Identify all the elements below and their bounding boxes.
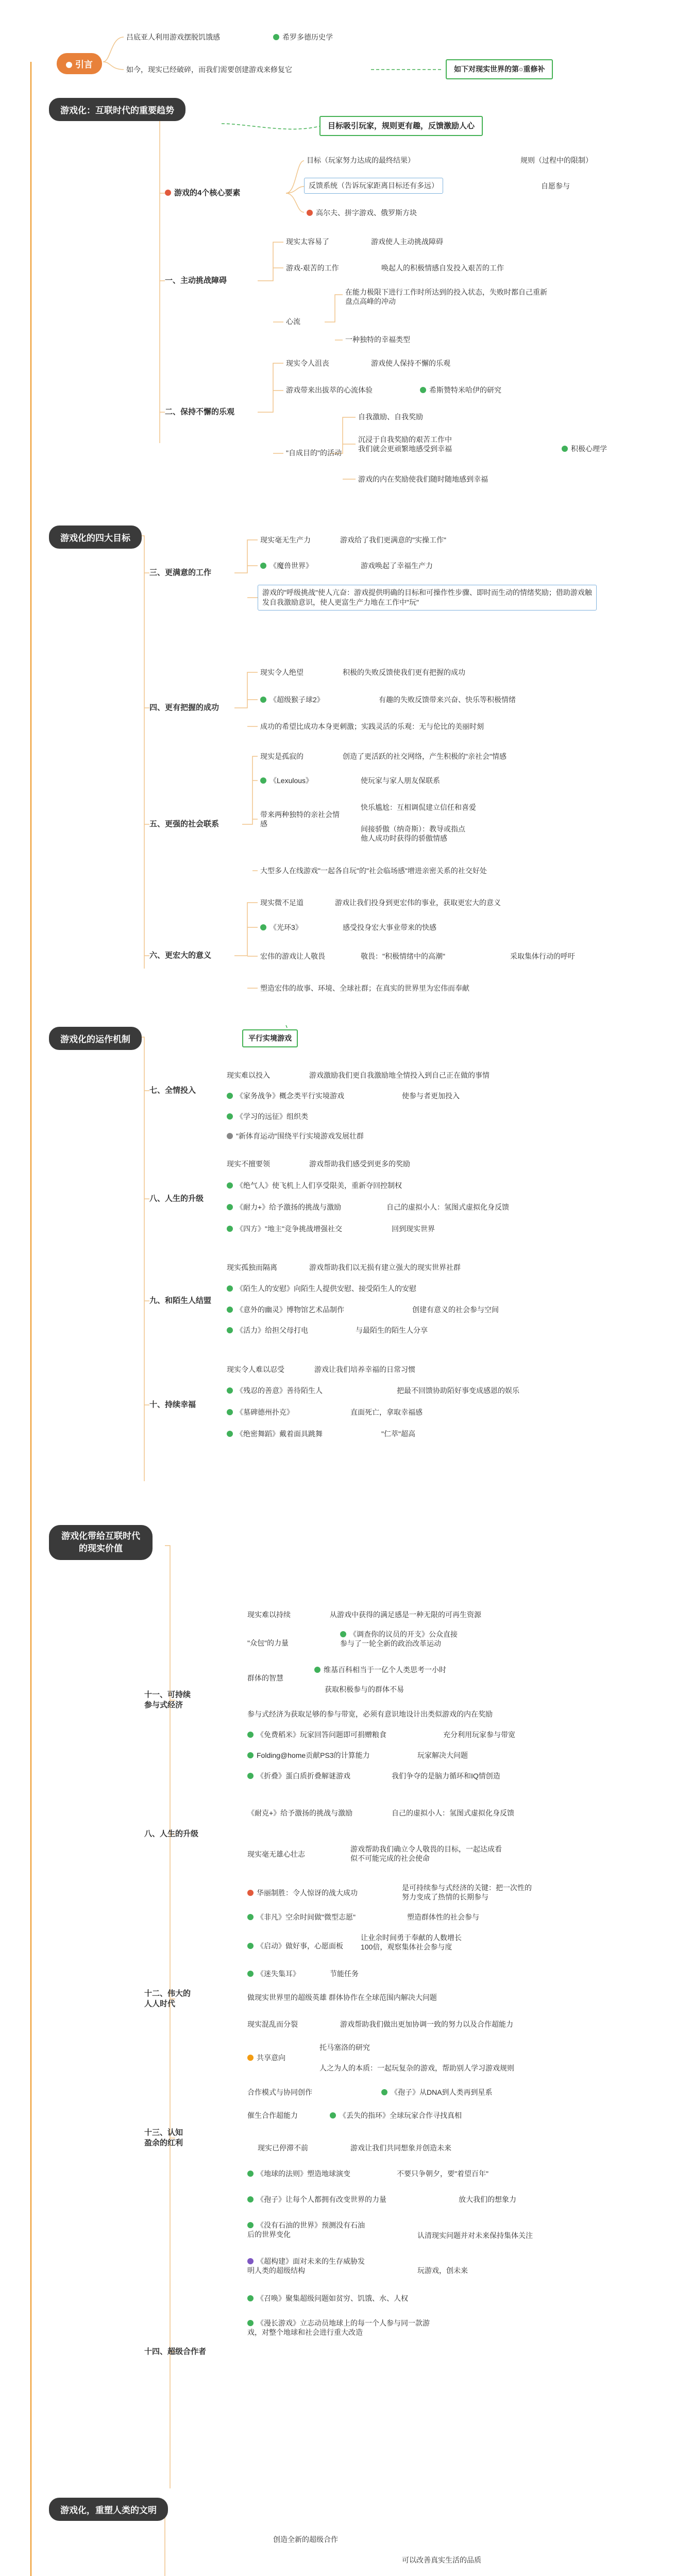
s4-b5-e: 《超构建》面对未来的生存威胁发 明人类的超级结构 — [247, 2257, 365, 2275]
s1-branch2-label[interactable]: 一、主动挑战障碍 — [165, 276, 227, 285]
game-icon — [247, 1773, 254, 1779]
intro-line1: 吕底亚人利用游戏摆脱饥饿感 — [126, 33, 220, 41]
s2-b3-a: 现实是孤寂的 — [260, 752, 303, 760]
s4-b5-d2: 认清现实问题并对未来保持集体关注 — [417, 2231, 533, 2240]
section5-topic[interactable]: 游戏化，重塑人类的文明 — [49, 2498, 168, 2521]
game-icon — [227, 1285, 233, 1292]
s4-b3-c: 《非凡》空余时间做"微型志愿" — [247, 1912, 356, 1922]
game-icon — [330, 2112, 336, 2119]
s3-b2-c2: 自己的虚拟小人：氢图式虚拟化身反馈 — [386, 1203, 509, 1211]
s3-b1-b: 《家务战争》概念类平行实境游戏 — [227, 1091, 344, 1100]
s2-b4-c2: 敬畏："积极情绪中的高潮" — [361, 952, 445, 960]
s4-b1-b: "众包"的力量 — [247, 1639, 289, 1647]
game-icon — [227, 1387, 233, 1394]
intro-line1b: 希罗多德历史学 — [273, 32, 333, 42]
s4-b3-d: 《启动》做好事，心愿面板 — [247, 1941, 343, 1951]
s1-b2-c2: 一种独特的幸福类型 — [345, 335, 410, 344]
s4-branch4-label[interactable]: 十三、认知 盈余的红利 — [144, 2128, 183, 2147]
s1-b3-c2b: 积极心理学 — [562, 444, 607, 453]
s4-b4-a2: 游戏帮助我们做出更加协调一致的努力以及合作超能力 — [340, 2020, 513, 2028]
game-icon — [247, 2196, 254, 2202]
s3-b2-c: 《耐力+》给予激扬的挑战与激励 — [227, 1202, 341, 1212]
s4-b1-g: 《折叠》蛋白质折叠解谜游戏 — [247, 1771, 350, 1781]
s2-b4-b: 《光环3》 — [260, 923, 302, 932]
s2-b4-c3: 采取集体行动的呼吁 — [510, 952, 575, 960]
s4-b1-f2: 玩家解决大问题 — [417, 1751, 468, 1759]
s1-b3-c2: 沉浸于自我奖励的艰苦工作中 我们就会更顽繁地感受到幸福 — [358, 435, 452, 453]
game-icon — [247, 1732, 254, 1738]
s2-branch2-label[interactable]: 四、更有把握的成功 — [149, 703, 220, 712]
s3-b4-c: 《墓碑德州扑克》 — [227, 1408, 294, 1417]
s2-b2-a2: 积极的失败反馈使我们更有把握的成功 — [343, 668, 465, 676]
game-icon — [340, 1631, 346, 1637]
s1-b1-voluntary: 自愿参与 — [541, 182, 570, 190]
s2-b2-b2: 有趣的失败反馈带来兴奋、快乐等积极情绪 — [379, 696, 516, 704]
s3-b2-d2: 回到现实世界 — [392, 1225, 435, 1233]
s3-branch4-label[interactable]: 十、持续幸福 — [149, 1400, 196, 1409]
s1-b2-c: 心流 — [286, 317, 300, 326]
game-icon — [260, 563, 266, 569]
s3-b3-d: 《活力》给担父母打电 — [227, 1326, 308, 1335]
s3-b1-a: 现实难以投入 — [227, 1071, 270, 1079]
s1-b1-target: 目标（玩家努力达成的最终结果） — [307, 156, 415, 164]
s4-b1-f: Folding@home贡献PS3的计算能力 — [247, 1751, 370, 1760]
s2-b3-c1: 快乐尴尬：互相调侃建立信任和喜爱 — [361, 803, 476, 811]
s4-b3-f: 做现实世界里的超级英雄 群体协作在全球范围内解决大问题 — [247, 1993, 437, 2002]
intro-icon — [66, 62, 72, 68]
s2-b2-a: 现实令人绝望 — [260, 668, 303, 676]
s2-b4-b2: 感受投身宏大事业带来的快感 — [343, 923, 436, 931]
s3-b4-d: 《绝密舞蹈》戴着面具跳舞 — [227, 1429, 323, 1438]
game-icon — [247, 2222, 254, 2228]
section3-topic[interactable]: 游戏化的运作机制 — [49, 1027, 142, 1050]
game-icon — [227, 1431, 233, 1437]
game-icon — [247, 1971, 254, 1977]
s1-b2-a2: 游戏使人主动挑战障碍 — [371, 238, 443, 246]
s3-b1-a2: 游戏激励我们更自我激励地全情投入到自己正在做的事情 — [309, 1071, 490, 1079]
s2-b3-a2: 创造了更活跃的社交网络，产生积极的"亲社会"情感 — [343, 752, 507, 760]
s2-branch4-label[interactable]: 六、更宏大的意义 — [149, 951, 212, 960]
s4-b4-c2: 《孢子》从DNA到人类再到星系 — [381, 2088, 493, 2097]
s1-b1-rules: 规则（过程中的限制） — [520, 156, 593, 164]
game-icon — [247, 2258, 254, 2264]
s3-b3-c: 《意外的幽灵》博物馆艺术品制作 — [227, 1305, 344, 1314]
s1-b3-a2: 游戏使人保持不懈的乐观 — [371, 359, 450, 367]
s4-b1-d: 参与式经济为获取足够的参与带宽，必须有意识地设计出类似游戏的内在奖励 — [247, 1710, 493, 1718]
game-icon — [247, 2320, 254, 2326]
s3-b2-d: 《四方》"地主"竞争挑战增强社交 — [227, 1224, 342, 1233]
wiki-icon — [314, 1667, 320, 1673]
s1-b3-c: "自成目的"的活动 — [286, 449, 342, 457]
s3-b3-d2: 与最陌生的陌生人分享 — [356, 1326, 428, 1334]
s1-b3-c3: 游戏的内在奖励使我们随时随地感到幸福 — [358, 475, 488, 483]
s5-b1-b1: 可以改善真实生活的品质 — [402, 2556, 481, 2564]
s2-b4-a: 现实微不足道 — [260, 899, 303, 907]
s2-branch1-label[interactable]: 三、更满意的工作 — [149, 568, 212, 577]
s3-b2-b: 《绝气人》使飞机上人们享受限美，重新夺回控制权 — [227, 1181, 402, 1190]
s4-b3-b2: 是可持续参与式经济的关键：把一次性的 努力变成了热情的长期参与 — [402, 1884, 532, 1901]
s2-b3-c: 带来两种独特的亲社会情感 — [260, 810, 340, 828]
s3-b2-a: 现实不擅要领 — [227, 1160, 270, 1168]
s4-b4-b1: 托马塞洛的研究 — [319, 2043, 370, 2052]
sport-icon — [227, 1133, 233, 1139]
game-icon — [227, 1093, 233, 1099]
s4-b3-e2: 节能任务 — [330, 1970, 359, 1978]
s4-b1-c2: 获取积极参与的群体不易 — [325, 1685, 404, 1693]
s1-b1-feedback: 反馈系统（告诉玩家距离目标还有多远） — [304, 178, 443, 194]
s4-branch5-label[interactable]: 十四、超级合作者 — [144, 2347, 207, 2356]
s4-b4-d2: 《丢失的指环》全球玩家合作寻找真相 — [330, 2111, 462, 2120]
s1-b2-b: 游戏-艰苦的工作 — [286, 264, 339, 272]
s4-b5-c2: 放大我们的想象力 — [459, 2195, 516, 2204]
s2-branch3-label[interactable]: 五、更强的社会联系 — [149, 820, 220, 828]
s3-b1-d: "新体育运动"围绕平行实境游戏发展壮群 — [227, 1131, 364, 1141]
s2-b3-b2: 使玩家与家人朋友保联系 — [361, 776, 440, 785]
game-icon — [227, 1307, 233, 1313]
game-icon — [260, 697, 266, 703]
s3-b4-b: 《残忍的善意》善待陌生人 — [227, 1386, 323, 1395]
s4-b1-g2: 我们争夺的是脑力循环和IQ情创造 — [392, 1772, 500, 1780]
game-icon — [227, 1113, 233, 1120]
s3-b1-c: 《学习的远征》组织类 — [227, 1112, 308, 1121]
s4-b5-b2: 不要只争朝夕，要"着望百年" — [397, 2170, 488, 2178]
s4-b5-b: 《地球的法则》塑造地球演变 — [247, 2169, 350, 2178]
s3-b1-b2: 使参与者更加投入 — [402, 1092, 460, 1100]
s2-b3-b: 《Lexulous》 — [260, 776, 313, 785]
s2-b1-a2: 游戏给了我们更满意的"实操工作" — [340, 536, 446, 544]
s1-branch1-label[interactable]: 游戏的4个核心要素 — [165, 188, 240, 198]
game-icon — [227, 1409, 233, 1415]
s4-b1-e2: 充分利用玩家参与带宽 — [443, 1731, 515, 1739]
s4-b1-c1: 维基百科相当于一亿个人类思考一小时 — [314, 1665, 446, 1674]
s4-b1-e: 《免费稻米》玩家回答问题即可捐赠粮食 — [247, 1730, 386, 1739]
game-icon — [260, 924, 266, 930]
s1-b2-c1: 在能力极限下进行工作时所达到的投入状态，失败时都自己重新盘点高峰的冲动 — [345, 288, 547, 306]
link-icon — [273, 34, 279, 40]
s3-b3-a2: 游戏帮助我们以无损有建立强大的现实世界社群 — [309, 1263, 461, 1272]
s3-b3-b: 《陌生人的安慰》向陌生人提供安慰、接受陌生人的安慰 — [227, 1284, 416, 1293]
s1-b3-c1: 自我激励、自我奖励 — [358, 413, 423, 421]
s3-branch2-label[interactable]: 八、人生的升级 — [149, 1194, 204, 1203]
s2-b1-a: 现实毫无生产力 — [260, 536, 311, 544]
s4-b5-e2: 玩游戏，创未来 — [417, 2266, 468, 2275]
target-icon — [165, 190, 171, 196]
intro-callout[interactable]: 如下对现实世界的第○重修补 — [446, 59, 553, 79]
s2-b1-b: 《魔兽世界》 — [260, 561, 313, 570]
s3-b2-a2: 游戏帮助我们感受到更多的奖励 — [309, 1160, 410, 1168]
s2-b1-b2: 游戏唤起了幸福生产力 — [361, 562, 433, 570]
share-icon — [247, 2055, 254, 2061]
s4-b1-a2: 从游戏中获得的满足感是一种无限的可再生资源 — [330, 1611, 481, 1619]
s2-b2-b: 《超级猴子球2》 — [260, 695, 324, 704]
game-icon — [247, 2295, 254, 2301]
s4-b4-b: 共享意向 — [247, 2053, 285, 2062]
s3-branch3-label[interactable]: 九、和陌生人结盟 — [149, 1296, 212, 1305]
game-icon — [247, 1943, 254, 1949]
s4-b3-d2: 让业余时间勇于奉献的人数增长 100倍，观察集体社会参与度 — [361, 1934, 462, 1951]
s4-b4-d: 催生合作超能力 — [247, 2111, 298, 2120]
s4-branch2-label[interactable]: 八、人生的升级 — [144, 1829, 199, 1838]
s4-b2-a: 《耐克+》给予激扬的挑战与激励 — [247, 1809, 353, 1817]
game-icon — [227, 1226, 233, 1232]
intro-line2: 如今，现实已经破碎，而我们需要创建游戏来修复它 — [126, 65, 292, 74]
s4-b3-c2: 塑造群体性的社会参与 — [407, 1913, 479, 1921]
s2-b1-c: 游戏的"呼级挑战"使人亢奋：游戏提供明确的目标和可操作性步骤、即时而生动的情绪奖励；借助游戏触发自我激励意识，使人更富生产力地在工作中"玩" — [258, 585, 597, 611]
win-icon — [247, 1890, 254, 1896]
s3-b3-c2: 创建有意义的社会参与空间 — [412, 1306, 499, 1314]
s4-branch1-label[interactable]: 十一、可持续 参与式经济 — [144, 1690, 191, 1709]
game-icon — [227, 1327, 233, 1333]
section1-topic[interactable]: 游戏化：互联时代的重要趋势 — [49, 98, 185, 121]
s1-b3-b2: 希斯赞特米哈伊的研究 — [420, 385, 501, 395]
s4-b1-c: 群体的智慧 — [247, 1674, 283, 1682]
s3-b4-b2: 把最不回馈协助陌好事变成感恩的娱乐 — [397, 1386, 519, 1395]
s4-b5-g: 《漫长游戏》立志动员地球上的每一个人参与同一款游 戏，对整个地球和社会进行重大改造 — [247, 2319, 430, 2336]
s4-b3-b: 华丽制胜：令人惊讶的战大成功 — [247, 1888, 358, 1897]
game-icon — [381, 2089, 387, 2095]
game-icon — [247, 2171, 254, 2177]
s1-b3-b: 游戏带来出拔萃的心流体验 — [286, 386, 373, 394]
s3-b3-a: 现实孤独而隔离 — [227, 1263, 277, 1272]
s2-b4-d: 塑造宏伟的故事、环境、全球社群；在真实的世界里为宏伟而奉献 — [260, 984, 469, 992]
section2-topic[interactable]: 游戏化的四大目标 — [49, 526, 142, 549]
s4-b2-a2: 自己的虚拟小人：氢图式虚拟化身反馈 — [392, 1809, 514, 1817]
s4-b3-e: 《迷失集耳》 — [247, 1969, 300, 1978]
s2-b3-d: 大型多人在线游戏"一起各自玩"的"社会临场感"增进亲密关系的社交好处 — [260, 867, 487, 875]
section1-callout[interactable]: 目标吸引玩家，规则更有趣，反馈激励人心 — [319, 116, 483, 136]
s2-b2-c: 成功的希望比成功本身更刺激；实践灵活的乐观：无与伦比的美丽时刻 — [260, 722, 484, 731]
s3-b4-a2: 游戏让我们培养幸福的日常习惯 — [314, 1365, 415, 1374]
example-icon — [307, 210, 313, 216]
s2-b4-a2: 游戏让我们投身到更宏伟的事业，获取更宏大的意义 — [335, 899, 501, 907]
s2-b3-c2: 间接骄傲（纳奇斯）：教导或指点 他人成功时获得的骄傲情感 — [361, 825, 465, 842]
s4-b5-f: 《召唤》聚集超级问题如贫穷、饥饿、水、人权 — [247, 2294, 408, 2303]
s1-branch3-label[interactable]: 二、保持不懈的乐观 — [165, 408, 235, 416]
s3-b4-a: 现实令人难以忍受 — [227, 1365, 284, 1374]
game-icon — [247, 1752, 254, 1758]
psychology-icon — [562, 446, 568, 452]
game-icon — [260, 777, 266, 784]
game-icon — [227, 1182, 233, 1189]
section3-callout[interactable]: 平行实境游戏 — [242, 1029, 298, 1047]
s4-b4-a: 现实混乱而分裂 — [247, 2020, 298, 2028]
s1-b2-b2: 唤起人的积极情感自发投入艰苦的工作 — [381, 264, 504, 272]
game-icon — [227, 1204, 233, 1210]
s3-b4-d2: "仁萃"超高 — [381, 1430, 415, 1438]
s3-b4-c2: 直面死亡，拿取幸福感 — [350, 1408, 423, 1416]
section4-topic[interactable]: 游戏化带给互联时代 的现实价值 — [49, 1525, 153, 1560]
s4-b4-c: 合作模式与协同创作 — [247, 2088, 312, 2096]
s1-b1-people: 高尔夫、拼字游戏、俄罗斯方块 — [307, 208, 417, 217]
s4-b5-c: 《孢子》让每个人都拥有改变世界的力量 — [247, 2195, 386, 2204]
s1-b3-a: 现实令人沮丧 — [286, 359, 329, 367]
s5-b1-a: 创造全新的超级合作 — [273, 2535, 338, 2544]
s4-b4-b2: 人之为人的本质：一起玩复杂的游戏，帮助别人学习游戏规则 — [319, 2064, 514, 2072]
s4-b5-a2: 游戏让我们共同想象并创造未来 — [350, 2144, 451, 2152]
intro-topic[interactable]: 引言 — [57, 53, 102, 74]
s4-b1-b1: 《调查你的议员的开支》公众直接 参与了一轮全新的政治改革运动 — [340, 1630, 458, 1648]
s2-b4-c: 宏伟的游戏让人敬畏 — [260, 952, 325, 960]
s4-b5-a: 现实已停滞不前 — [258, 2144, 308, 2152]
research-icon — [420, 387, 426, 393]
s1-b2-a: 现实太容易了 — [286, 238, 329, 246]
game-icon — [247, 1914, 254, 1920]
s4-b5-d: 《没有石油的世界》预测没有石油 后的世界变化 — [247, 2221, 365, 2239]
s4-b3-a: 现实毫无雄心壮志 — [247, 1850, 305, 1858]
s3-branch1-label[interactable]: 七、全情投入 — [149, 1086, 196, 1095]
s4-branch3-label[interactable]: 十二、伟大的 人人时代 — [144, 1989, 191, 2008]
s4-b1-a: 现实难以持续 — [247, 1611, 291, 1619]
s4-b3-a2: 游戏帮助我们确立令人敬畏的目标，一起达成看 似不可能完成的社会使命 — [350, 1845, 502, 1862]
